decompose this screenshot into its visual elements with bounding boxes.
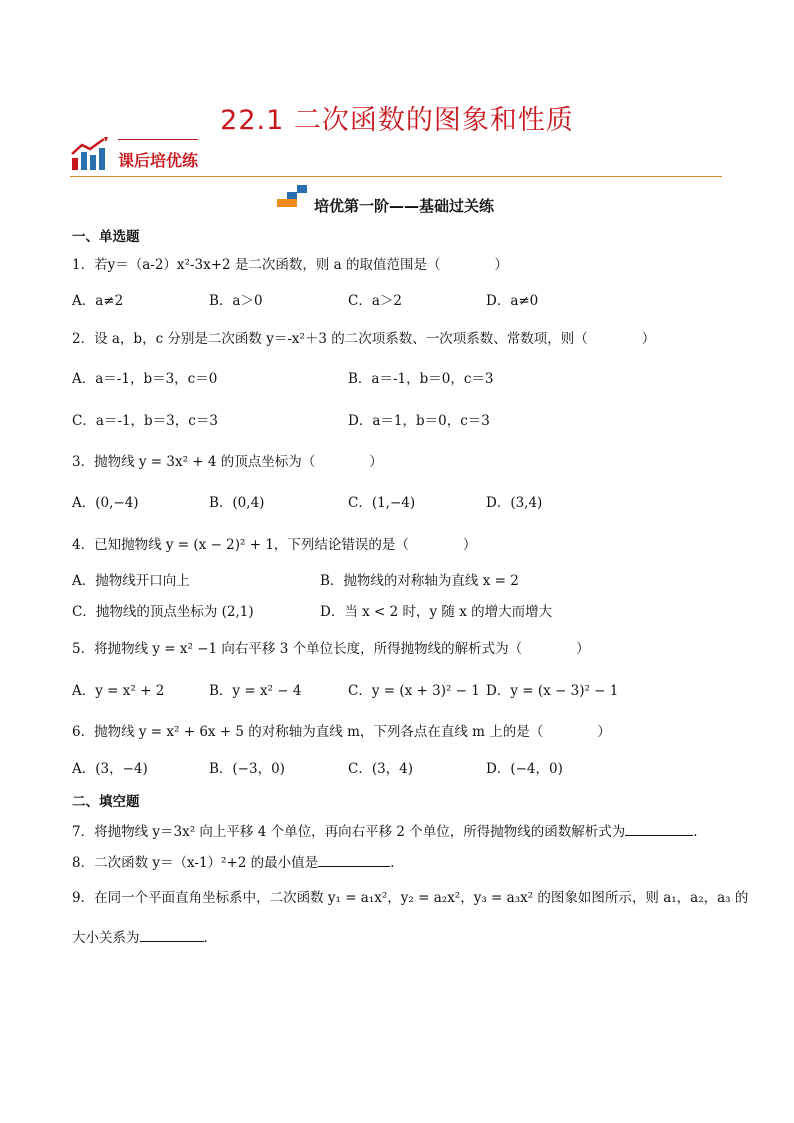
header-divider bbox=[70, 176, 722, 177]
q3-option-a: A．(0,−4) bbox=[72, 495, 139, 511]
q6-option-c: C．(3，4) bbox=[348, 761, 414, 777]
q4-option-a: A．抛物线开口向上 bbox=[72, 573, 190, 589]
q6-option-a: A．(3，−4) bbox=[72, 761, 148, 777]
question-7-end: . bbox=[693, 824, 698, 840]
q5-option-b: B．y = x² − 4 bbox=[209, 683, 302, 699]
q5-option-d: D．y = (x − 3)² − 1 bbox=[486, 683, 619, 699]
answer-blank bbox=[625, 823, 693, 836]
question-7-text: 7．将抛物线 y＝3x² 向上平移 4 个单位，再向右平移 2 个单位，所得抛物线的函数解析式为 bbox=[72, 824, 626, 840]
question-9-end: . bbox=[203, 930, 208, 946]
q3-option-c: C．(1,−4) bbox=[348, 495, 416, 511]
question-9-line-1: 9．在同一个平面直角坐标系中，二次函数 y₁ = a₁x²，y₂ = a₂x²，y₃ = a₃x² 的图象如图所示，则 a₁，a₂，a₃ 的 bbox=[72, 890, 749, 906]
q1-option-a: A．a≠2 bbox=[72, 293, 124, 309]
question-6: 6．抛物线 y = x² + 6x + 5 的对称轴为直线 m，下列各点在直线 m 上的是（ ） bbox=[72, 724, 611, 740]
q1-option-c: C．a＞2 bbox=[348, 293, 402, 309]
bar-chart-logo-icon bbox=[70, 136, 110, 172]
steps-icon bbox=[275, 185, 309, 209]
q4-option-d: D．当 x < 2 时，y 随 x 的增大而增大 bbox=[320, 604, 553, 620]
stage-heading: 培优第一阶——基础过关练 bbox=[314, 197, 495, 215]
answer-blank bbox=[318, 854, 390, 867]
question-3: 3．抛物线 y = 3x² + 4 的顶点坐标为（ ） bbox=[72, 454, 383, 470]
question-7 bbox=[72, 820, 698, 840]
question-5: 5．将抛物线 y = x² −1 向右平移 3 个单位长度，所得抛物线的解析式为（ ） bbox=[72, 641, 590, 657]
question-9-text: 大小关系为 bbox=[72, 930, 140, 946]
q1-option-b: B．a＞0 bbox=[209, 293, 263, 309]
question-8-text: 8．二次函数 y＝（x-1）²+2 的最小值是 bbox=[72, 855, 319, 871]
q2-option-b: B．a＝-1，b＝0，c＝3 bbox=[348, 371, 494, 387]
q6-option-b: B．(−3，0) bbox=[209, 761, 285, 777]
q2-option-c: C．a＝-1，b＝3，c＝3 bbox=[72, 413, 218, 429]
section-label: 课后培优练 bbox=[118, 151, 199, 170]
answer-blank bbox=[140, 929, 204, 942]
q4-option-b: B．抛物线的对称轴为直线 x = 2 bbox=[320, 573, 519, 589]
q4-option-c: C．抛物线的顶点坐标为 (2,1) bbox=[72, 604, 254, 620]
q3-option-d: D．(3,4) bbox=[486, 495, 543, 511]
q6-option-d: D．(−4，0) bbox=[486, 761, 563, 777]
q1-option-d: D．a≠0 bbox=[486, 293, 539, 309]
q5-option-a: A．y = x² + 2 bbox=[72, 683, 165, 699]
q2-option-a: A．a＝-1，b＝3，c＝0 bbox=[72, 371, 218, 387]
question-9-line-2 bbox=[72, 926, 208, 946]
question-1: 1．若y＝（a-2）x²-3x+2 是二次函数，则 a 的取值范围是（ ） bbox=[72, 257, 509, 273]
q3-option-b: B．(0,4) bbox=[209, 495, 265, 511]
question-8 bbox=[72, 851, 394, 871]
question-8-end: . bbox=[390, 855, 395, 871]
question-4: 4．已知抛物线 y = (x − 2)² + 1，下列结论错误的是（ ） bbox=[72, 537, 477, 553]
part-heading-fill-in: 二、填空题 bbox=[72, 794, 140, 810]
q5-option-c: C．y = (x + 3)² − 1 bbox=[348, 683, 480, 699]
header-accent-line bbox=[118, 139, 198, 140]
question-2: 2．设 a，b，c 分别是二次函数 y＝-x²＋3 的二次项系数、一次项系数、常数项，则（ ） bbox=[72, 331, 656, 347]
q2-option-d: D．a＝1，b＝0，c＝3 bbox=[348, 413, 490, 429]
part-heading-single-choice: 一、单选题 bbox=[72, 229, 140, 245]
page-title: 22.1 二次函数的图象和性质 bbox=[220, 105, 574, 136]
